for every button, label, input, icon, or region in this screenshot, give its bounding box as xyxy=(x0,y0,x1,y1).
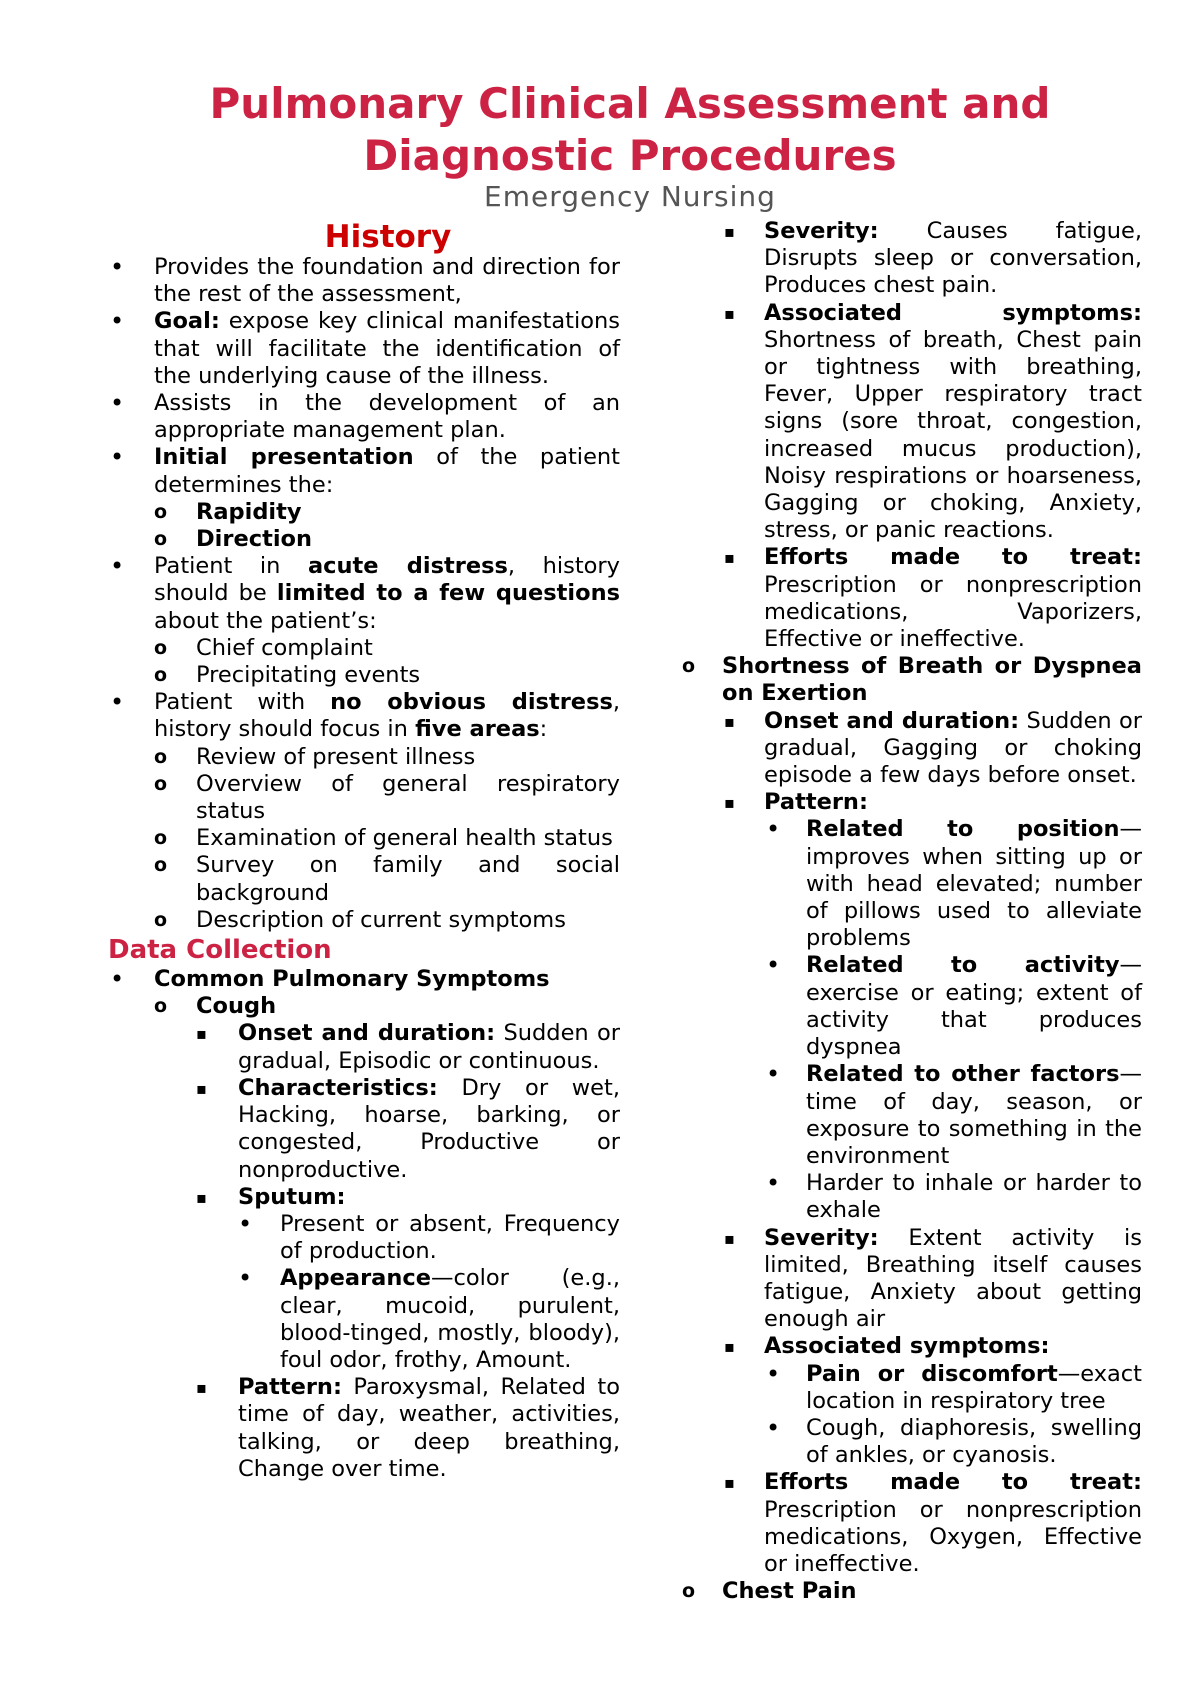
list-item: o Direction xyxy=(108,526,620,553)
list-item: o Description of current symptoms xyxy=(108,907,620,934)
list-item: o Shortness of Breath or Dyspnea on Exertion xyxy=(680,653,1142,707)
title-line-2: Diagnostic Procedures xyxy=(363,131,897,180)
history-heading: History xyxy=(324,219,452,255)
list-item: ▪ Onset and duration: Sudden or gradual, Episodic or continuous. xyxy=(108,1020,620,1074)
left-column xyxy=(108,218,620,1483)
title-line-1: Pulmonary Clinical Assessment and xyxy=(209,79,1051,128)
list-item: ▪ Efforts made to treat: Prescription or nonprescription medications, Vaporizers, Effective or ineffective. xyxy=(680,544,1142,653)
data-collection-heading: Data Collection xyxy=(108,935,332,966)
list-item: • Related to other factors—time of day, season, or exposure to something in the environment xyxy=(680,1061,1142,1170)
list-item: • Assists in the development of an appropriate management plan. xyxy=(108,390,620,444)
list-item: o Overview of general respiratory status xyxy=(108,771,620,825)
list-item: ▪ Pattern: xyxy=(680,789,1142,816)
page-subtitle: Emergency Nursing xyxy=(484,180,776,213)
list-item: • Goal: expose key clinical manifestations that will facilitate the identification of the underlying cause of the illness. xyxy=(108,308,620,390)
list-item: ▪ Onset and duration: Sudden or gradual, Gagging or choking episode a few days before onset. xyxy=(680,708,1142,790)
list-item: • Patient with no obvious distress, history should focus in five areas: xyxy=(108,689,620,743)
list-item: ▪ Severity: Extent activity is limited, Breathing itself causes fatigue, Anxiety about getting enough air xyxy=(680,1225,1142,1334)
list-item: • Related to position—improves when sitting up or with head elevated; number of pillows used to alleviate problems xyxy=(680,816,1142,952)
list-item: • Patient in acute distress, history should be limited to a few questions about the patient’s: xyxy=(108,553,620,635)
list-item: ▪ Pattern: Paroxysmal, Related to time of day, weather, activities, talking, or deep breathing, Change over time. xyxy=(108,1374,620,1483)
list-item: ▪ Severity: Causes fatigue, Disrupts sleep or conversation, Produces chest pain. xyxy=(680,218,1142,300)
list-item: o Survey on family and social background xyxy=(108,852,620,906)
list-item: • Cough, diaphoresis, swelling of ankles, or cyanosis. xyxy=(680,1415,1142,1469)
list-item: • Pain or discomfort—exact location in respiratory tree xyxy=(680,1361,1142,1415)
list-item: ▪ Associated symptoms: Shortness of breath, Chest pain or tightness with breathing, Fever, Upper respiratory tract signs (sore throat, congestion, increased mucus production), Noisy respirations or hoarseness, Gagging or choking, Anxiety, stress, or panic reactions. xyxy=(680,300,1142,545)
list-item: • Provides the foundation and direction for the rest of the assessment, xyxy=(108,254,620,308)
list-item: ▪ Sputum: xyxy=(108,1184,620,1211)
list-item: o Review of present illness xyxy=(108,744,620,771)
list-item: ▪ Characteristics: Dry or wet, Hacking, hoarse, barking, or congested, Productive or nonproductive. xyxy=(108,1075,620,1184)
list-item: o Chief complaint xyxy=(108,635,620,662)
list-item: o Rapidity xyxy=(108,499,620,526)
list-item: ▪ Efforts made to treat: Prescription or nonprescription medications, Oxygen, Effective or ineffective. xyxy=(680,1469,1142,1578)
list-item: ▪ Associated symptoms: xyxy=(680,1333,1142,1360)
right-column xyxy=(680,218,1142,1605)
list-item: o Examination of general health status xyxy=(108,825,620,852)
list-item: • Appearance—color (e.g., clear, mucoid, purulent, blood-tinged, mostly, bloody), foul odor, frothy, Amount. xyxy=(108,1265,620,1374)
list-item: o Precipitating events xyxy=(108,662,620,689)
page-title xyxy=(0,78,1200,182)
list-item: • Related to activity—exercise or eating; extent of activity that produces dyspnea xyxy=(680,952,1142,1061)
list-item: • Initial presentation of the patient determines the: xyxy=(108,444,620,498)
list-item: • Harder to inhale or harder to exhale xyxy=(680,1170,1142,1224)
list-item: o Chest Pain xyxy=(680,1578,1142,1605)
list-item: o Cough xyxy=(108,993,620,1020)
list-item: • Common Pulmonary Symptoms xyxy=(108,966,620,993)
list-item: • Present or absent, Frequency of production. xyxy=(108,1211,620,1265)
